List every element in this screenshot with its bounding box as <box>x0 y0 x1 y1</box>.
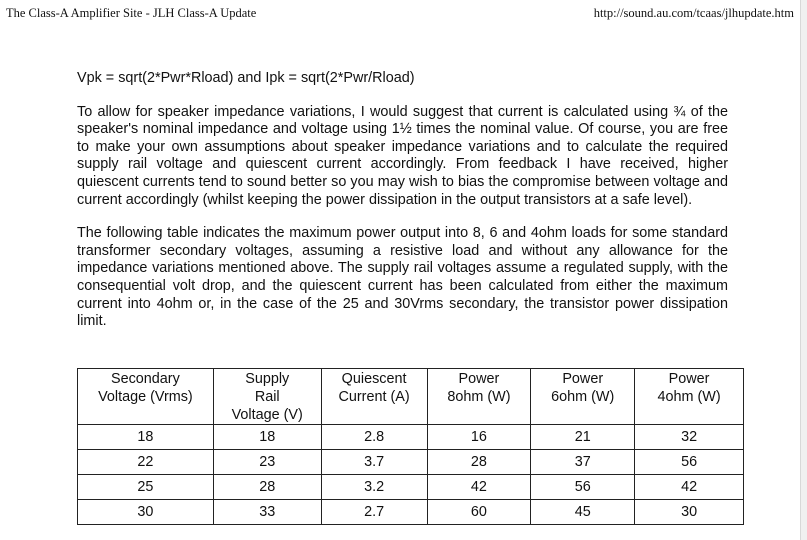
header-power-8ohm <box>427 369 531 425</box>
header-supply-rail-voltage <box>213 369 321 425</box>
paragraph-impedance: To allow for speaker impedance variations, I would suggest that current is calculated using ¾ of the speaker's nominal impedance and voltage using 1½ times the nominal value. Of course, you are free to make your own assumptions about speaker impedance variations and to calculate the required supply rail voltage and quiescent current accordingly. From feedback I have received, higher quiescent currents tend to sound better so you may wish to bias the compromise between voltage and current accordingly (whilst keeping the power dissipation in the output transistors at a safe level). <box>77 103 728 208</box>
formula-line: Vpk = sqrt(2*Pwr*Rload) and Ipk = sqrt(2*Pwr/Rload) <box>77 70 415 86</box>
table-cell: 25 <box>78 475 214 500</box>
table-cell: 2.7 <box>321 500 427 525</box>
header-line: Supply <box>245 371 290 387</box>
table-cell: 3.2 <box>321 475 427 500</box>
header-line: 8ohm (W) <box>447 389 511 405</box>
table-cell: 21 <box>531 425 635 450</box>
header-line: Power <box>562 371 604 387</box>
table-row <box>78 425 744 450</box>
power-output-table <box>77 368 744 525</box>
table-cell: 37 <box>531 450 635 475</box>
article-body <box>77 70 728 347</box>
table-cell: 32 <box>635 425 744 450</box>
page-url[interactable]: http://sound.au.com/tcaas/jlhupdate.htm <box>593 6 794 20</box>
header-line: Rail <box>254 389 280 405</box>
table-cell: 60 <box>427 500 531 525</box>
table-cell: 42 <box>427 475 531 500</box>
table-row <box>78 475 744 500</box>
header-power-6ohm <box>531 369 635 425</box>
table-row <box>78 450 744 475</box>
header-line: 6ohm (W) <box>551 389 615 405</box>
table-cell: 30 <box>78 500 214 525</box>
header-secondary-voltage <box>78 369 214 425</box>
table-cell: 30 <box>635 500 744 525</box>
header-line: 4ohm (W) <box>657 389 721 405</box>
header-line: Voltage (Vrms) <box>98 389 193 405</box>
table-cell: 3.7 <box>321 450 427 475</box>
paragraph-table-intro: The following table indicates the maximum power output into 8, 6 and 4ohm loads for some standard transformer secondary voltages, assuming a resistive load and without any allowance for the impedance variations mentioned above. The supply rail voltages assume a regulated supply, with the consequential volt drop, and the quiescent current has been calculated from either the maximum current into 4ohm or, in the case of the 25 and 30Vrms secondary, the transistor power dissipation limit. <box>77 225 728 330</box>
table-header-row <box>78 369 744 425</box>
header-line: Quiescent <box>341 371 407 387</box>
table-cell: 45 <box>531 500 635 525</box>
table-cell: 33 <box>213 500 321 525</box>
header-power-4ohm <box>635 369 744 425</box>
table-cell: 23 <box>213 450 321 475</box>
table-cell: 18 <box>78 425 214 450</box>
table-cell: 42 <box>635 475 744 500</box>
table-row <box>78 500 744 525</box>
header-line: Power <box>458 371 500 387</box>
table-cell: 18 <box>213 425 321 450</box>
table-cell: 56 <box>531 475 635 500</box>
header-line: Current (A) <box>338 389 410 405</box>
header-line: Power <box>668 371 710 387</box>
table-cell: 56 <box>635 450 744 475</box>
header-line: Secondary <box>111 371 180 387</box>
table-cell: 16 <box>427 425 531 450</box>
table-cell: 28 <box>427 450 531 475</box>
header-line: Voltage (V) <box>231 407 303 423</box>
page-title: The Class-A Amplifier Site - JLH Class-A Update <box>6 6 257 20</box>
table-cell: 2.8 <box>321 425 427 450</box>
header-quiescent-current <box>321 369 427 425</box>
table-cell: 28 <box>213 475 321 500</box>
table-cell: 22 <box>78 450 214 475</box>
